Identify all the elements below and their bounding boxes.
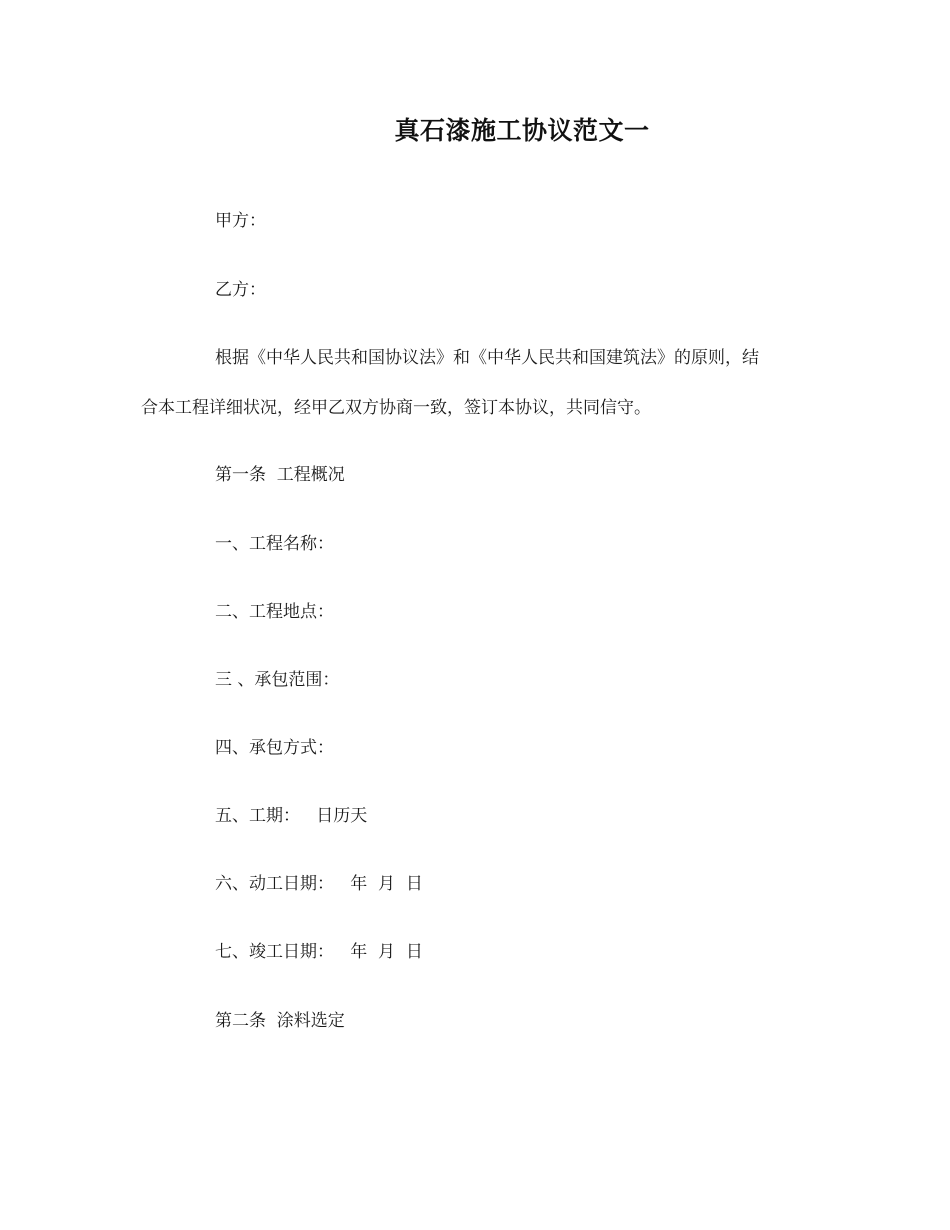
- preamble-line-2: 合本工程详细状况，经甲乙双方协商一致，签订本协议，共同信守。: [141, 398, 651, 418]
- completion-date-line: 七、竣工日期： 年 月 日: [215, 942, 423, 962]
- contract-scope-line: 三 、承包范围：: [215, 670, 340, 690]
- document-title: 真石漆施工协议范文一: [394, 116, 650, 145]
- duration-line: 五、工期： 日历天: [215, 806, 368, 826]
- start-date-line: 六、动工日期： 年 月 日: [215, 874, 423, 894]
- preamble-line-1: 根据《中华人民共和国协议法》和《中华人民共和国建筑法》的原则，结: [215, 348, 759, 368]
- contract-method-line: 四、承包方式：: [215, 738, 334, 758]
- project-location-line: 二、工程地点：: [215, 602, 334, 622]
- project-name-line: 一、工程名称：: [215, 534, 334, 554]
- party-b-line: 乙方：: [215, 280, 266, 300]
- article-2-heading: 第二条 涂料选定: [215, 1011, 345, 1031]
- party-a-line: 甲方：: [215, 211, 266, 231]
- article-1-heading: 第一条 工程概况: [215, 465, 345, 485]
